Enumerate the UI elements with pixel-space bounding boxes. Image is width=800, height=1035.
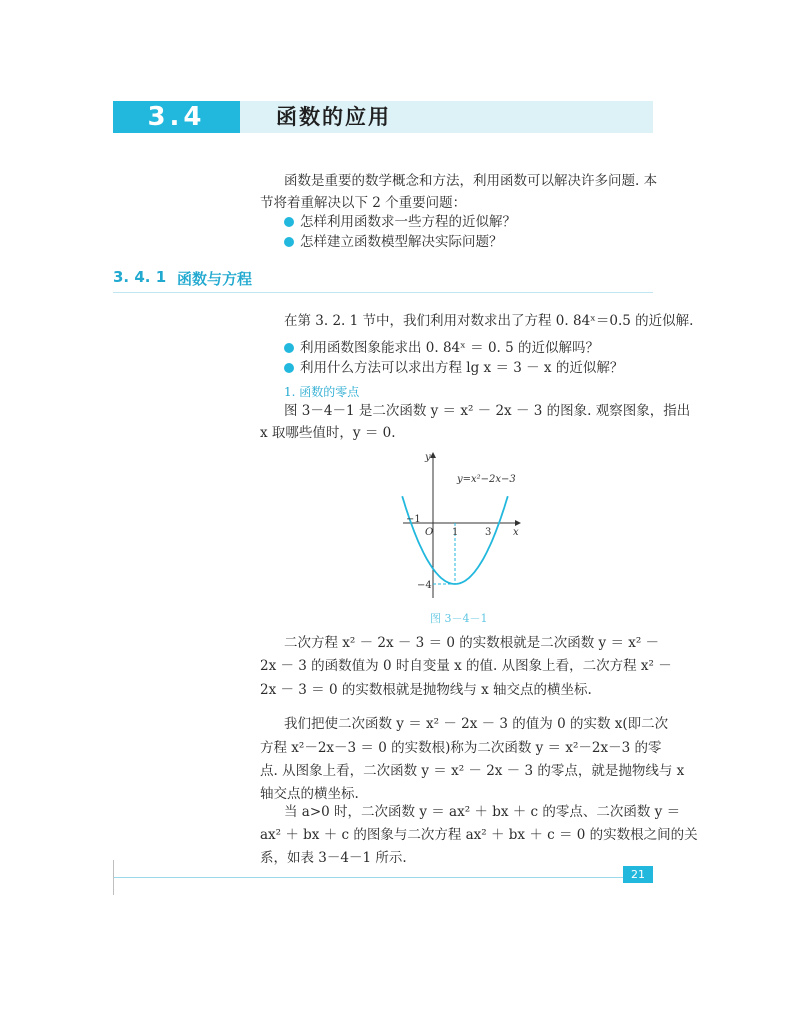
- para4-line-2: 方程 x²－2x－3 ＝ 0 的实数根)称为二次函数 y ＝ x²－2x－3 的零: [260, 740, 662, 756]
- body2-line-2: x 取哪些值时，y ＝ 0.: [260, 425, 396, 441]
- origin-label: O: [425, 527, 434, 538]
- para3-line-1: 二次方程 x² － 2x － 3 ＝ 0 的实数根就是二次函数 y ＝ x² －: [284, 635, 660, 651]
- subsection-header: [113, 268, 653, 293]
- page-number: 21: [623, 866, 653, 883]
- function-label: y=x²−2x−3: [457, 474, 516, 485]
- footer-rule: [113, 877, 653, 878]
- bullet-dot-icon: [284, 237, 294, 247]
- section-title: 函数的应用: [276, 105, 391, 129]
- tick-label-minus-4: −4: [417, 580, 432, 591]
- para4-line-4: 轴交点的横坐标.: [260, 786, 359, 802]
- para5-line-3: 系，如表 3－4－1 所示.: [260, 850, 407, 866]
- tick-label-1: 1: [452, 527, 459, 538]
- question-2: [284, 357, 623, 379]
- question-text: 利用什么方法可以求出方程 lg x ＝ 3 － x 的近似解？: [300, 360, 624, 376]
- tick-label-3: 3: [485, 527, 492, 538]
- minor-heading: 1. 函数的零点: [284, 385, 360, 399]
- body2-line-1: 图 3－4－1 是二次函数 y ＝ x² － 2x － 3 的图象. 观察图象，指出: [284, 403, 691, 419]
- para3-line-2: 2x － 3 的函数值为 0 时自变量 x 的值. 从图象上看，二次方程 x² －: [260, 658, 672, 674]
- body-line-1: 在第 3. 2. 1 节中，我们利用对数求出了方程 0. 84ˣ＝0.5 的近似解.: [284, 313, 694, 329]
- bullet-dot-icon: [284, 343, 294, 353]
- subsection-number: 3. 4. 1: [113, 268, 167, 286]
- intro-bullet-text: 怎样利用函数求一些方程的近似解？: [300, 214, 516, 230]
- intro-line-1: 函数是重要的数学概念和方法，利用函数可以解决许多问题. 本: [284, 173, 658, 189]
- intro-bullet-text: 怎样建立函数模型解决实际问题？: [300, 234, 503, 250]
- intro-bullet-2: [284, 231, 503, 253]
- tick-label-minus-1: −1: [406, 514, 421, 525]
- bullet-dot-icon: [284, 363, 294, 373]
- intro-line-2: 节将着重解决以下 2 个重要问题：: [260, 195, 467, 211]
- question-1: [284, 337, 599, 359]
- parabola-figure: [395, 448, 530, 608]
- bullet-dot-icon: [284, 217, 294, 227]
- para5-line-2: ax² ＋ bx ＋ c 的图象与二次方程 ax² ＋ bx ＋ c ＝ 0 的实数根之间的关: [260, 827, 698, 843]
- question-text: 利用函数图象能求出 0. 84ˣ ＝ 0. 5 的近似解吗？: [300, 340, 599, 356]
- left-margin-rule: [113, 860, 114, 895]
- subsection-title: 函数与方程: [177, 270, 253, 288]
- para5-line-1: 当 a>0 时，二次函数 y ＝ ax² ＋ bx ＋ c 的零点、二次函数 y ＝: [284, 804, 681, 820]
- para4-line-3: 点. 从图象上看，二次函数 y ＝ x² － 2x － 3 的零点，就是抛物线与 x: [260, 763, 685, 779]
- para3-line-3: 2x － 3 ＝ 0 的实数根就是抛物线与 x 轴交点的横坐标.: [260, 682, 592, 698]
- intro-bullet-1: [284, 211, 516, 233]
- x-axis-label: x: [513, 527, 519, 538]
- y-axis-label: y: [425, 452, 431, 463]
- para4-line-1: 我们把使二次函数 y ＝ x² － 2x － 3 的值为 0 的实数 x(即二次: [284, 716, 669, 732]
- section-number: 3.4: [113, 101, 240, 133]
- figure-caption: 图 3－4－1: [430, 612, 488, 625]
